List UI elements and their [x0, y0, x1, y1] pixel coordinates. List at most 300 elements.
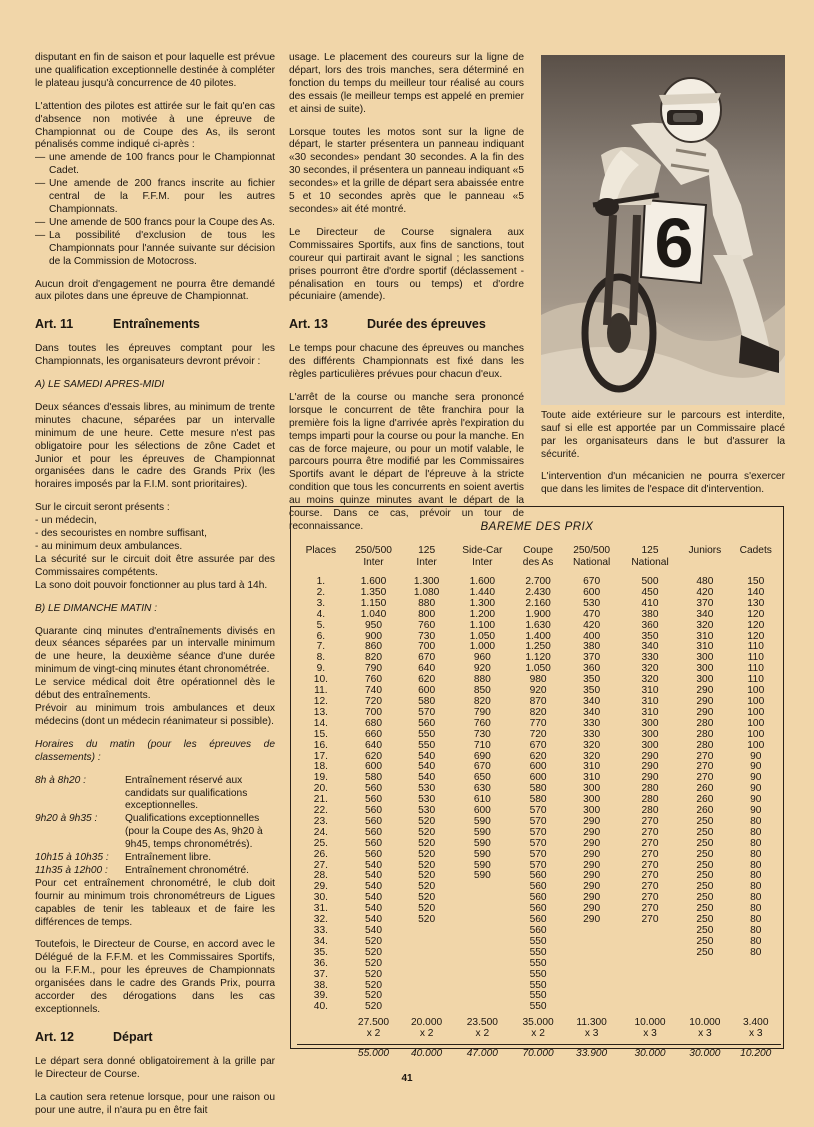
- place-cell: 23.: [313, 815, 328, 827]
- place-cell: 38.: [313, 979, 328, 991]
- prize-cell: 760: [365, 674, 382, 686]
- prize-cell: 270: [641, 859, 659, 871]
- prize-cell: 300: [641, 728, 659, 740]
- prize-cell: 550: [418, 739, 436, 751]
- prize-cell: 520: [365, 968, 382, 980]
- prize-cell: 250: [696, 925, 714, 936]
- place-cell: 19.: [313, 772, 328, 784]
- prize-cell: x 3: [748, 1028, 763, 1040]
- prize-cell: 100: [747, 728, 765, 740]
- prize-cell: 530: [583, 597, 601, 609]
- paragraph-chronometre: Pour cet entraînement chronométré, le club doit fournir au minimum trois chronométreurs de Ligues capables de tenir les tableaux et de faire les différences de temps.: [35, 877, 275, 928]
- prize-cell: 310: [696, 630, 714, 642]
- prize-cell: 1.600: [469, 576, 496, 587]
- prize-cell: 80: [750, 935, 762, 947]
- prize-cell: 730: [418, 630, 436, 642]
- subheading-dimanche: B) LE DIMANCHE MATIN :: [35, 602, 158, 614]
- prize-cell: [679, 981, 730, 992]
- prize-cell: 290: [583, 892, 601, 904]
- multiplier-row: [297, 1029, 781, 1044]
- prize-cell: 350: [583, 674, 601, 686]
- place-cell: 21.: [313, 794, 328, 806]
- prize-cell: 90: [750, 794, 762, 806]
- prize-cell: 260: [696, 794, 714, 806]
- prize-cell: 10.200: [731, 1045, 781, 1060]
- caption-paragraph: Toute aide extérieure sur le parcours est interdite, sauf si elle est apportée par un Commissaire placé par les organisateurs dans le but d'assurer la sécurité.: [541, 410, 785, 460]
- column-header-line: Inter: [416, 557, 437, 568]
- prize-cell: 110: [747, 663, 764, 675]
- prize-cell: 290: [696, 685, 714, 697]
- place-cell: 25.: [313, 837, 328, 849]
- prize-cell: 100: [747, 739, 765, 751]
- prize-cell: 520: [418, 881, 436, 893]
- article-title: Durée des épreuves: [367, 317, 486, 332]
- prize-cell: [451, 991, 514, 1002]
- prize-cell: 1.050: [525, 663, 551, 675]
- prize-cell: 100: [747, 706, 765, 718]
- prize-cell: 760: [473, 717, 491, 729]
- prize-cell: [562, 937, 620, 948]
- prize-cell: 300: [583, 783, 601, 795]
- prize-cell: 620: [529, 750, 547, 762]
- column-header-line: [679, 557, 730, 569]
- prize-cell: 520: [365, 946, 382, 958]
- prize-cell: 1.350: [360, 586, 387, 598]
- prize-cell: 290: [583, 815, 601, 827]
- table-header-row: [297, 545, 781, 577]
- prize-cell: 30.000: [679, 1045, 730, 1060]
- table-row: [297, 610, 781, 621]
- prize-cell: 550: [529, 979, 547, 991]
- prize-cell: 290: [583, 837, 601, 849]
- schedule-time: 11h35 à 12h00 :: [35, 864, 108, 876]
- prize-cell: [562, 1002, 620, 1013]
- prize-cell: [621, 1002, 679, 1013]
- paragraph-intro: disputant en fin de saison et pour laquelle est prévue une qualification exceptionnelle destinée à compléter le plateau jusqu'à concurrence de 40 pilotes.: [35, 52, 275, 89]
- prize-cell: 630: [473, 783, 491, 795]
- prize-cell: [402, 948, 451, 959]
- prize-cell: 520: [418, 848, 436, 860]
- prize-cell: 90: [750, 750, 762, 762]
- prize-cell: 520: [418, 826, 436, 838]
- prize-cell: 290: [641, 772, 659, 784]
- prize-cell: 290: [583, 859, 601, 871]
- prize-cell: [451, 915, 514, 926]
- prize-cell: [621, 937, 679, 948]
- prize-cell: [621, 959, 679, 970]
- prize-cell: 290: [696, 695, 714, 707]
- prize-cell: 590: [473, 848, 491, 860]
- paragraph-directeur: Le Directeur de Course signalera aux Commissaires Sportifs, aux fins de sanctions, tout coureur qui partirait avant le signal ; les sanctions prises pourront être d'ordre sportif (déclassement - pénalisation en tours ou temps) et d'ordre pécuniaire (amende).: [289, 226, 524, 303]
- prize-cell: 820: [365, 652, 382, 664]
- prize-cell: 280: [641, 805, 659, 817]
- prize-cell: [731, 970, 781, 981]
- prize-cell: [451, 981, 514, 992]
- prize-cell: 90: [750, 805, 762, 817]
- prize-cell: 1.050: [469, 630, 496, 642]
- prize-cell: 410: [641, 597, 659, 609]
- prize-cell: 720: [529, 728, 547, 740]
- prize-cell: 570: [529, 826, 547, 838]
- table-row: [297, 1002, 781, 1013]
- prize-cell: x 2: [419, 1028, 434, 1040]
- place-cell: 3.: [316, 597, 326, 609]
- prize-cell: 520: [365, 1001, 382, 1013]
- prize-cell: 520: [418, 837, 436, 849]
- place-cell: 8.: [316, 652, 326, 664]
- place-cell: 7.: [316, 641, 326, 653]
- prize-cell: 100: [747, 685, 765, 697]
- prize-cell: 270: [641, 870, 659, 882]
- prize-cell: 70.000: [514, 1045, 563, 1060]
- prize-cell: 350: [641, 630, 659, 642]
- prize-cell: 80: [750, 815, 762, 827]
- prize-cell: 110: [747, 652, 764, 664]
- prize-cell: 2.700: [525, 576, 551, 587]
- prize-cell: 580: [529, 794, 547, 806]
- prize-cell: [402, 991, 451, 1002]
- prize-cell: 790: [365, 663, 382, 675]
- prize-cell: [731, 991, 781, 1002]
- column-header-line: 250/500: [573, 545, 611, 556]
- prize-cell: 570: [529, 815, 547, 827]
- schedule-list: [35, 775, 275, 878]
- prize-cell: 270: [696, 750, 714, 762]
- prize-cell: [562, 959, 620, 970]
- column-header-line: Inter: [363, 557, 384, 568]
- prize-cell: 320: [583, 739, 601, 751]
- prize-cell: 550: [529, 946, 547, 958]
- prize-cell: 520: [418, 903, 436, 915]
- prize-cell: 420: [583, 619, 601, 631]
- prize-cell: 280: [696, 728, 714, 740]
- schedule-row: [35, 775, 275, 814]
- prize-cell: 820: [473, 695, 491, 707]
- prize-cell: 920: [473, 663, 491, 675]
- penalty-item: — La possibilité d'exclusion de tous les Championnats pour l'année suivante sur décision de la Commission de Motocross.: [35, 230, 275, 269]
- prize-cell: 290: [583, 903, 601, 915]
- prize-cell: 880: [418, 597, 436, 609]
- prize-cell: 600: [418, 685, 436, 697]
- place-cell: 28.: [313, 870, 328, 882]
- prize-cell: 270: [641, 914, 659, 926]
- prize-cell: 330: [583, 717, 601, 729]
- prize-cell: 1.000: [469, 641, 496, 653]
- prize-cell: 520: [418, 914, 436, 926]
- prize-cell: 520: [418, 870, 436, 882]
- table-row: [297, 959, 781, 970]
- prize-cell: 300: [641, 717, 659, 729]
- prize-cell: 360: [641, 619, 659, 631]
- prize-cell: 300: [696, 674, 714, 686]
- prize-cell: 790: [473, 706, 491, 718]
- prize-table: [297, 545, 781, 1060]
- prize-cell: [731, 1002, 781, 1013]
- column-header-line: Places: [305, 545, 337, 556]
- column-header-line: [731, 557, 781, 569]
- prize-cell: 1.040: [360, 608, 387, 620]
- prize-cell: 360: [583, 663, 601, 675]
- present-item: - des secouristes en nombre suffisant,: [35, 528, 207, 540]
- prize-cell: x 3: [698, 1028, 712, 1040]
- prize-cell: 590: [473, 837, 491, 849]
- prize-cell: 20.000: [411, 1017, 443, 1029]
- prize-cell: 560: [365, 848, 382, 860]
- prize-cell: 660: [365, 728, 382, 740]
- prize-cell: 270: [696, 772, 714, 784]
- prize-cell: 370: [583, 652, 601, 664]
- prize-cell: 710: [473, 739, 491, 751]
- prize-cell: [621, 970, 679, 981]
- column-header-line: 125: [641, 545, 659, 556]
- place-cell: 14.: [313, 717, 328, 729]
- prize-cell: 600: [473, 805, 491, 817]
- prize-cell: 540: [365, 925, 382, 936]
- prize-cell: 550: [529, 935, 547, 947]
- prize-cell: [451, 882, 514, 893]
- place-cell: 39.: [313, 990, 328, 1002]
- prize-cell: 560: [365, 815, 382, 827]
- prize-cell: x 2: [475, 1028, 490, 1040]
- prize-cell: 280: [696, 717, 714, 729]
- prize-cell: 11.300: [576, 1017, 607, 1029]
- prize-cell: [679, 970, 730, 981]
- totals-row: [297, 1013, 781, 1029]
- prize-cell: 530: [418, 805, 436, 817]
- paragraph-art13-temps: Le temps pour chacune des épreuves ou manches des différents Championnats est fixé dans les règles particulières prévues pour chacun d'eux.: [289, 343, 524, 381]
- prize-cell: 590: [473, 870, 491, 882]
- column-header-line: National: [631, 557, 669, 568]
- column-header: [621, 545, 679, 577]
- prize-cell: 560: [529, 903, 547, 915]
- prize-cell: 540: [365, 881, 382, 893]
- place-cell: 34.: [313, 935, 328, 947]
- prize-cell: 280: [641, 783, 659, 795]
- prize-cell: 520: [365, 990, 382, 1002]
- prize-cell: 540: [418, 761, 436, 773]
- prize-cell: 640: [418, 663, 436, 675]
- prize-cell: 1.400: [525, 630, 551, 642]
- prize-cell: 620: [418, 674, 436, 686]
- prize-cell: 540: [365, 914, 382, 926]
- prize-cell: 800: [418, 608, 436, 620]
- prize-cell: 700: [365, 706, 382, 718]
- prize-cell: [402, 926, 451, 937]
- prize-cell: 80: [750, 903, 762, 915]
- prize-cell: 380: [583, 641, 601, 653]
- prize-cell: [679, 991, 730, 1002]
- prize-cell: 80: [750, 859, 762, 871]
- prize-cell: [451, 948, 514, 959]
- paragraph-medical: Le service médical doit être opérationnel dès le début des entraînements.: [35, 677, 275, 702]
- prize-cell: [621, 991, 679, 1002]
- prize-cell: 480: [696, 576, 714, 587]
- prize-cell: 300: [583, 794, 601, 806]
- prize-cell: 540: [418, 750, 436, 762]
- prize-cell: 670: [583, 576, 601, 587]
- prize-cell: 590: [473, 815, 491, 827]
- place-cell: 22.: [313, 805, 328, 817]
- prize-cell: 1.250: [525, 641, 551, 653]
- prize-cell: 290: [641, 750, 659, 762]
- prize-cell: 560: [529, 914, 547, 926]
- prize-cell: [621, 948, 679, 959]
- article-11-heading: [35, 318, 275, 331]
- article-12-heading: [35, 1031, 275, 1044]
- prize-cell: [621, 926, 679, 937]
- prize-cell: 550: [529, 1001, 547, 1013]
- prize-cell: 640: [365, 739, 382, 751]
- prize-cell: 330: [583, 728, 601, 740]
- table-row: [297, 850, 781, 861]
- prize-cell: 550: [529, 990, 547, 1002]
- prize-cell: [562, 970, 620, 981]
- prize-cell: 80: [750, 914, 762, 926]
- prize-cell: 120: [747, 619, 765, 631]
- prize-cell: 610: [473, 794, 491, 806]
- paragraph-quarante-cinq: Quarante cinq minutes d'entraînements divisés en deux séances séparées par un intervalle minimum de une heure, la deuxième séance d'une durée minimum de vingt-cinq minutes étant chronométrée.: [35, 625, 275, 676]
- prize-cell: 1.300: [469, 597, 496, 609]
- prize-cell: 80: [750, 892, 762, 904]
- prize-cell: 2.430: [525, 586, 551, 598]
- paragraph-art12-depart: Le départ sera donné obligatoirement à la grille par le Directeur de Course.: [35, 1055, 275, 1080]
- prize-cell: 550: [529, 957, 547, 969]
- subheading-samedi: A) LE SAMEDI APRES-MIDI: [35, 379, 165, 391]
- prize-cell: 270: [696, 761, 714, 773]
- prize-cell: 100: [747, 695, 765, 707]
- place-cell: 5.: [316, 619, 326, 631]
- prize-cell: 720: [365, 695, 382, 707]
- prize-cell: 300: [583, 805, 601, 817]
- place-cell: 18.: [313, 761, 328, 773]
- text-column-2: [289, 52, 524, 544]
- schedule-desc: Entraînement réservé aux candidats sur qualifications exceptionnelles.: [125, 774, 248, 812]
- prize-cell: 330: [641, 652, 659, 664]
- prize-cell: 300: [696, 652, 714, 664]
- prize-cell: 23.500: [466, 1017, 498, 1029]
- prize-cell: 80: [750, 925, 762, 936]
- paragraph-aucun-droit: Aucun droit d'engagement ne pourra être demandé aux pilotes dans une épreuve de Championnat.: [35, 278, 275, 303]
- schedule-desc: Entraînement chronométré.: [125, 864, 250, 876]
- table-title: BAREME DES PRIX: [480, 521, 594, 533]
- prize-cell: x 3: [643, 1028, 657, 1040]
- place-cell: 10.: [313, 674, 328, 686]
- prize-cell: 550: [418, 728, 436, 740]
- prize-cell: 560: [418, 717, 436, 729]
- prize-cell: 580: [418, 695, 436, 707]
- prize-cell: [402, 1002, 451, 1013]
- article-title: Entraînements: [113, 317, 200, 332]
- prize-cell: 250: [696, 903, 714, 915]
- prize-cell: 900: [365, 630, 382, 642]
- prize-cell: 340: [641, 641, 659, 653]
- prize-cell: 250: [696, 848, 714, 860]
- prize-cell: 950: [365, 619, 382, 631]
- paragraph-horaires: Horaires du matin (pour les épreuves de classements) :: [35, 738, 275, 763]
- prize-cell: 370: [696, 597, 714, 609]
- prize-cell: [451, 904, 514, 915]
- prize-cell: 290: [583, 914, 601, 926]
- photo-caption: [541, 410, 785, 505]
- prize-cell: 310: [641, 695, 659, 707]
- place-cell: 29.: [313, 881, 328, 893]
- place-cell: 1.: [316, 576, 326, 587]
- result-row: [297, 1045, 781, 1060]
- place-cell: 40.: [313, 1001, 328, 1013]
- prize-cell: 470: [583, 608, 601, 620]
- article-number: Art. 11: [35, 317, 74, 332]
- prize-cell: 80: [750, 837, 762, 849]
- prize-cell: 420: [696, 586, 714, 598]
- prize-cell: 290: [583, 870, 601, 882]
- place-cell: 6.: [316, 630, 326, 642]
- prize-cell: 340: [583, 695, 601, 707]
- column-header: [297, 545, 345, 577]
- prize-cell: 1.120: [525, 652, 551, 664]
- schedule-time: 8h à 8h20 :: [35, 774, 86, 786]
- prize-cell: 520: [365, 957, 382, 969]
- article-13-heading: [289, 318, 524, 331]
- prize-cell: 80: [750, 946, 762, 958]
- prize-cell: 300: [641, 739, 659, 751]
- article-title: Départ: [113, 1029, 153, 1044]
- motocross-rider-photo: [541, 55, 785, 405]
- prize-cell: 55.000: [345, 1045, 403, 1060]
- place-cell: 17.: [313, 750, 328, 762]
- schedule-row: [35, 852, 275, 865]
- prize-cell: 110: [747, 674, 764, 686]
- prize-cell: 2.160: [525, 597, 551, 609]
- prize-cell: 250: [696, 859, 714, 871]
- prize-cell: 590: [473, 826, 491, 838]
- prize-cell: 130: [747, 597, 765, 609]
- prize-cell: 1.100: [469, 619, 496, 631]
- prize-cell: 140: [747, 586, 765, 598]
- prize-cell: [451, 893, 514, 904]
- prize-cell: 250: [696, 935, 714, 947]
- prize-cell: 770: [529, 717, 547, 729]
- place-cell: 27.: [313, 859, 328, 871]
- prize-cell: 570: [529, 848, 547, 860]
- prize-cell: 80: [750, 881, 762, 893]
- table-row: [297, 741, 781, 752]
- prize-cell: 670: [529, 739, 547, 751]
- prize-cell: 290: [583, 848, 601, 860]
- prize-cell: 560: [365, 837, 382, 849]
- paragraph-prevoir: Prévoir au minimum trois ambulances et deux médecins (dont un médecin réanimateur si possible).: [35, 702, 275, 727]
- prize-cell: 560: [529, 881, 547, 893]
- prize-cell: 250: [696, 837, 714, 849]
- prize-cell: 280: [696, 739, 714, 751]
- place-cell: 15.: [313, 728, 328, 740]
- prize-cell: 340: [696, 608, 714, 620]
- schedule-desc: Qualifications exceptionnelles (pour la Coupe des As, 9h20 à 9h45, temps chronométrés).: [125, 813, 263, 851]
- prize-cell: 320: [696, 619, 714, 631]
- place-cell: 13.: [313, 706, 328, 718]
- place-cell: 12.: [313, 695, 328, 707]
- place-cell: 20.: [313, 783, 328, 795]
- prize-cell: 80: [750, 826, 762, 838]
- column-header-line: Cadets: [739, 545, 772, 556]
- place-cell: 11.: [314, 685, 328, 697]
- prize-cell: 110: [747, 641, 764, 653]
- prize-cell: [731, 981, 781, 992]
- place-cell: 26.: [313, 848, 328, 860]
- prize-cell: 290: [583, 826, 601, 838]
- prize-cell: 870: [529, 695, 547, 707]
- prize-cell: 270: [641, 892, 659, 904]
- paragraph-toutefois: Toutefois, le Directeur de Course, en accord avec le Délégué de la F.F.M. et les Commissaires Sportifs, ou la F.F.M., pour les épreuves de Championnats organisées dans le cadre des Grands Prix, pourra accorder des dérogations dans les cas exceptionnels.: [35, 939, 275, 1015]
